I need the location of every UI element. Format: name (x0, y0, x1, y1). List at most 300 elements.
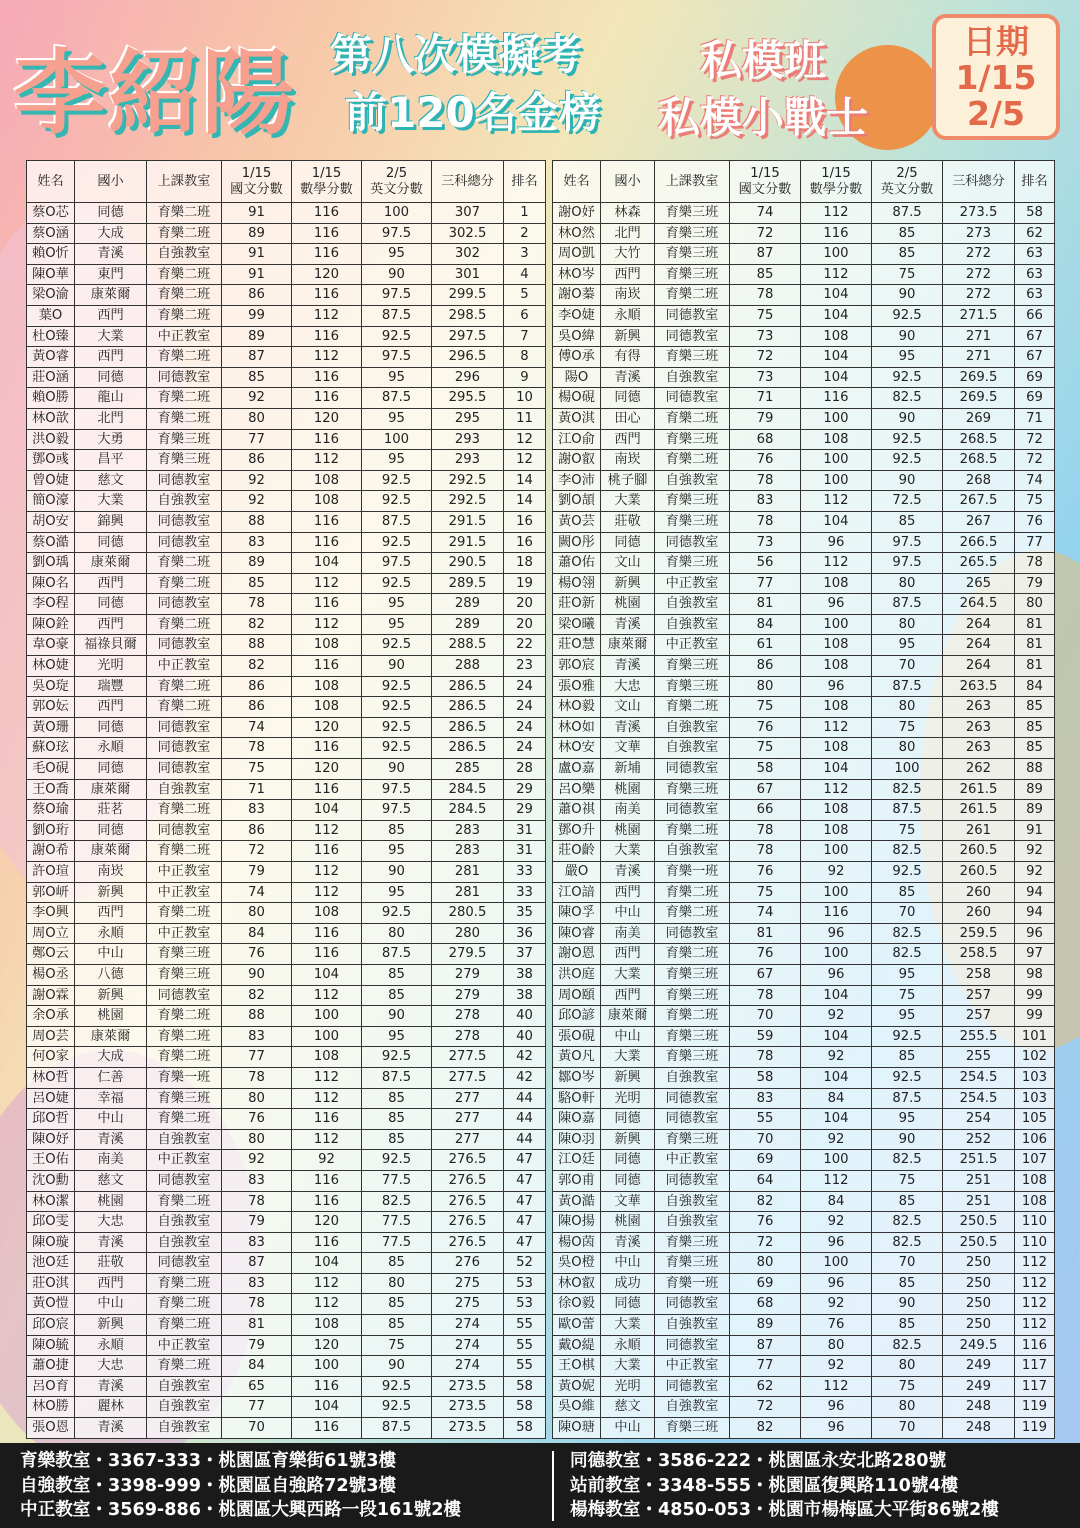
cell-math: 96 (801, 594, 872, 615)
cell-total: 250 (943, 1315, 1015, 1336)
table-row (27, 285, 546, 306)
cell-name: 陳O璇 (27, 1232, 75, 1253)
cell-total: 273.5 (432, 1418, 504, 1439)
cell-math: 120 (292, 408, 362, 429)
cell-total: 254.5 (943, 1088, 1015, 1109)
cell-name: 鄒O岑 (553, 1067, 601, 1088)
cell-total: 251 (943, 1170, 1015, 1191)
cell-rank: 10 (504, 388, 546, 409)
cell-classroom: 育樂一班 (655, 1273, 730, 1294)
date-box (932, 14, 1060, 140)
cell-chinese: 92 (222, 470, 292, 491)
cell-name: 陳O孚 (553, 903, 601, 924)
cell-total: 261 (943, 820, 1015, 841)
cell-total: 286.5 (432, 717, 504, 738)
cell-total: 302.5 (432, 223, 504, 244)
cell-math: 96 (801, 923, 872, 944)
cell-school: 成功 (601, 1273, 655, 1294)
table-row (553, 1088, 1055, 1109)
cell-classroom: 育樂二班 (147, 903, 222, 924)
cell-total: 284.5 (432, 800, 504, 821)
cell-classroom: 育樂三班 (655, 1232, 730, 1253)
cell-school: 西門 (75, 347, 147, 368)
cell-total: 276 (432, 1253, 504, 1274)
cell-total: 268.5 (943, 450, 1015, 471)
cell-total: 258.5 (943, 944, 1015, 965)
column-header-chinese: 1/15 國文分數 (730, 161, 801, 203)
cell-rank: 40 (504, 1026, 546, 1047)
cell-total: 264 (943, 635, 1015, 656)
cell-english: 92.5 (362, 676, 432, 697)
cell-total: 274 (432, 1315, 504, 1336)
cell-total: 295.5 (432, 388, 504, 409)
cell-school: 文華 (601, 1191, 655, 1212)
cell-math: 116 (292, 1418, 362, 1439)
cell-school: 中山 (75, 944, 147, 965)
cell-english: 87.5 (872, 676, 943, 697)
cell-english: 82.5 (872, 841, 943, 862)
cell-math: 108 (801, 635, 872, 656)
cell-chinese: 83 (222, 1026, 292, 1047)
cell-chinese: 71 (222, 779, 292, 800)
cell-total: 286.5 (432, 676, 504, 697)
cell-name: 謝O叡 (553, 450, 601, 471)
cell-chinese: 87 (222, 1253, 292, 1274)
cell-english: 90 (872, 408, 943, 429)
cell-classroom: 育樂二班 (147, 1047, 222, 1068)
cell-rank: 88 (1015, 759, 1055, 780)
cell-name: 蕭O祺 (553, 800, 601, 821)
cell-total: 307 (432, 203, 504, 224)
cell-school: 西門 (75, 305, 147, 326)
cell-school: 莊茗 (75, 800, 147, 821)
cell-math: 112 (292, 985, 362, 1006)
cell-total: 249 (943, 1356, 1015, 1377)
cell-math: 104 (292, 553, 362, 574)
cell-english: 92.5 (362, 573, 432, 594)
cell-math: 80 (801, 1335, 872, 1356)
cell-chinese: 81 (222, 1315, 292, 1336)
cell-name: 黃O睿 (27, 347, 75, 368)
cell-english: 75 (872, 820, 943, 841)
table-row (27, 1067, 546, 1088)
cell-school: 南美 (601, 800, 655, 821)
table-row (553, 1376, 1055, 1397)
cell-math: 112 (801, 264, 872, 285)
cell-rank: 96 (1015, 923, 1055, 944)
table-row (553, 511, 1055, 532)
cell-name: 林O叡 (553, 1273, 601, 1294)
cell-math: 116 (292, 944, 362, 965)
cell-school: 桃園 (75, 1191, 147, 1212)
table-row (27, 1170, 546, 1191)
cell-total: 290.5 (432, 553, 504, 574)
column-header-chinese: 1/15 國文分數 (222, 161, 292, 203)
table-row (27, 1335, 546, 1356)
table-row (27, 717, 546, 738)
cell-chinese: 86 (222, 285, 292, 306)
cell-chinese: 72 (222, 841, 292, 862)
cell-total: 254 (943, 1109, 1015, 1130)
cell-name: 邱O宸 (27, 1315, 75, 1336)
table-row (27, 594, 546, 615)
poster-header (0, 0, 1080, 150)
cell-chinese: 78 (730, 841, 801, 862)
cell-english: 92.5 (362, 491, 432, 512)
cell-total: 276.5 (432, 1170, 504, 1191)
cell-rank: 33 (504, 882, 546, 903)
cell-name: 池O廷 (27, 1253, 75, 1274)
cell-name: 謝O希 (27, 841, 75, 862)
cell-total: 248 (943, 1397, 1015, 1418)
cell-rank: 67 (1015, 347, 1055, 368)
cell-math: 120 (292, 264, 362, 285)
cell-school: 大業 (601, 1047, 655, 1068)
cell-english: 97.5 (872, 553, 943, 574)
cell-classroom: 自強教室 (655, 717, 730, 738)
table-row (553, 285, 1055, 306)
cell-school: 康萊爾 (75, 285, 147, 306)
cell-chinese: 87 (730, 244, 801, 265)
cell-classroom: 中正教室 (655, 1356, 730, 1377)
cell-classroom: 中正教室 (147, 326, 222, 347)
cell-name: 陳O睿 (553, 923, 601, 944)
cell-total: 267.5 (943, 491, 1015, 512)
cell-chinese: 76 (730, 1212, 801, 1233)
cell-math: 108 (292, 491, 362, 512)
table-row (27, 1273, 546, 1294)
cell-english: 72.5 (872, 491, 943, 512)
cell-chinese: 86 (222, 676, 292, 697)
table-row (27, 347, 546, 368)
cell-chinese: 74 (222, 882, 292, 903)
cell-rank: 29 (504, 800, 546, 821)
cell-school: 慈文 (601, 1397, 655, 1418)
cell-name: 林O哲 (27, 1067, 75, 1088)
table-row (553, 738, 1055, 759)
cell-total: 298.5 (432, 305, 504, 326)
cell-english: 82.5 (872, 1232, 943, 1253)
class-subtitle: 私模小戰士 (658, 93, 869, 142)
cell-rank: 35 (504, 903, 546, 924)
cell-rank: 47 (504, 1150, 546, 1171)
cell-classroom: 育樂二班 (147, 800, 222, 821)
cell-rank: 92 (1015, 862, 1055, 883)
table-row (27, 738, 546, 759)
cell-chinese: 79 (222, 862, 292, 883)
cell-name: 葉O (27, 305, 75, 326)
cell-chinese: 89 (222, 326, 292, 347)
cell-name: 李O婕 (553, 305, 601, 326)
cell-rank: 75 (1015, 491, 1055, 512)
cell-rank: 63 (1015, 264, 1055, 285)
cell-name: 林O婕 (27, 656, 75, 677)
cell-rank: 16 (504, 511, 546, 532)
cell-name: 杜O臻 (27, 326, 75, 347)
cell-chinese: 78 (730, 470, 801, 491)
cell-english: 100 (872, 759, 943, 780)
cell-school: 瑞豐 (75, 676, 147, 697)
cell-math: 116 (292, 326, 362, 347)
cell-name: 林O岑 (553, 264, 601, 285)
cell-math: 120 (292, 1335, 362, 1356)
cell-rank: 16 (504, 532, 546, 553)
cell-math: 112 (292, 614, 362, 635)
cell-math: 116 (292, 779, 362, 800)
cell-classroom: 自強教室 (655, 738, 730, 759)
table-row (553, 1191, 1055, 1212)
cell-chinese: 59 (730, 1026, 801, 1047)
cell-total: 289 (432, 594, 504, 615)
cell-name: 江O俞 (553, 429, 601, 450)
cell-chinese: 76 (222, 944, 292, 965)
cell-math: 100 (801, 408, 872, 429)
cell-total: 286.5 (432, 697, 504, 718)
cell-math: 108 (801, 697, 872, 718)
cell-chinese: 71 (730, 388, 801, 409)
table-row (27, 656, 546, 677)
cell-rank: 117 (1015, 1356, 1055, 1377)
cell-rank: 69 (1015, 388, 1055, 409)
cell-classroom: 自強教室 (147, 1397, 222, 1418)
table-row (553, 656, 1055, 677)
cell-rank: 62 (1015, 223, 1055, 244)
cell-math: 104 (801, 511, 872, 532)
cell-english: 85 (872, 1273, 943, 1294)
cell-total: 272 (943, 244, 1015, 265)
cell-classroom: 同德教室 (655, 1109, 730, 1130)
cell-total: 257 (943, 1006, 1015, 1027)
cell-school: 青溪 (75, 1232, 147, 1253)
cell-school: 大業 (75, 326, 147, 347)
cell-school: 新興 (601, 1067, 655, 1088)
table-row (553, 1273, 1055, 1294)
cell-total: 292.5 (432, 491, 504, 512)
cell-english: 77.5 (362, 1212, 432, 1233)
cell-chinese: 83 (222, 1170, 292, 1191)
cell-math: 104 (801, 1067, 872, 1088)
cell-total: 265 (943, 573, 1015, 594)
cell-english: 95 (362, 450, 432, 471)
cell-chinese: 78 (730, 985, 801, 1006)
cell-classroom: 育樂三班 (655, 1129, 730, 1150)
cell-name: 陳O羽 (553, 1129, 601, 1150)
table-row (27, 573, 546, 594)
cell-chinese: 87 (730, 1335, 801, 1356)
cell-name: 鄭O云 (27, 944, 75, 965)
cell-total: 295 (432, 408, 504, 429)
cell-rank: 76 (1015, 511, 1055, 532)
cell-name: 莊O齡 (553, 841, 601, 862)
cell-chinese: 72 (730, 223, 801, 244)
cell-chinese: 78 (222, 1191, 292, 1212)
cell-math: 92 (801, 1047, 872, 1068)
teacher-name: 李紹陽 (14, 39, 297, 147)
cell-rank: 66 (1015, 305, 1055, 326)
cell-english: 97.5 (362, 347, 432, 368)
cell-school: 永順 (601, 305, 655, 326)
cell-math: 116 (292, 244, 362, 265)
cell-classroom: 育樂二班 (147, 676, 222, 697)
cell-math: 100 (801, 450, 872, 471)
cell-chinese: 86 (730, 656, 801, 677)
cell-school: 青溪 (75, 244, 147, 265)
cell-rank: 31 (504, 820, 546, 841)
cell-chinese: 82 (222, 656, 292, 677)
cell-rank: 99 (1015, 985, 1055, 1006)
cell-classroom: 自強教室 (655, 841, 730, 862)
cell-chinese: 88 (222, 635, 292, 656)
cell-rank: 14 (504, 470, 546, 491)
cell-classroom: 同德教室 (147, 1170, 222, 1191)
cell-english: 80 (362, 923, 432, 944)
cell-total: 299.5 (432, 285, 504, 306)
cell-rank: 71 (1015, 408, 1055, 429)
cell-total: 269 (943, 408, 1015, 429)
cell-classroom: 育樂二班 (655, 882, 730, 903)
cell-math: 104 (801, 305, 872, 326)
cell-name: 梁O渝 (27, 285, 75, 306)
cell-name: 林O歆 (27, 408, 75, 429)
cell-classroom: 育樂三班 (655, 656, 730, 677)
cell-school: 新興 (75, 1315, 147, 1336)
cell-english: 70 (872, 1418, 943, 1439)
cell-math: 96 (801, 1232, 872, 1253)
cell-chinese: 62 (730, 1376, 801, 1397)
cell-rank: 8 (504, 347, 546, 368)
table-row (27, 944, 546, 965)
cell-math: 116 (292, 841, 362, 862)
cell-chinese: 78 (222, 594, 292, 615)
table-row (27, 1356, 546, 1377)
cell-math: 116 (292, 923, 362, 944)
column-header-math: 1/15 數學分數 (292, 161, 362, 203)
cell-rank: 112 (1015, 1273, 1055, 1294)
cell-rank: 63 (1015, 244, 1055, 265)
cell-name: 蔡O瑜 (27, 800, 75, 821)
cell-name: 黃O凡 (553, 1047, 601, 1068)
cell-school: 幸福 (75, 1088, 147, 1109)
table-row (553, 841, 1055, 862)
cell-school: 同德 (75, 203, 147, 224)
cell-classroom: 育樂二班 (655, 944, 730, 965)
cell-english: 97.5 (872, 532, 943, 553)
cell-english: 75 (872, 717, 943, 738)
cell-rank: 12 (504, 450, 546, 471)
cell-chinese: 83 (222, 800, 292, 821)
cell-english: 97.5 (362, 779, 432, 800)
cell-school: 同德 (75, 820, 147, 841)
cell-rank: 112 (1015, 1253, 1055, 1274)
cell-math: 104 (292, 800, 362, 821)
table-row (27, 367, 546, 388)
cell-chinese: 83 (222, 1232, 292, 1253)
cell-math: 116 (292, 367, 362, 388)
cell-english: 92.5 (872, 1067, 943, 1088)
cell-english: 92.5 (872, 429, 943, 450)
classroom-info: 育樂教室・3367-333・桃園區育樂街61號3樓 (20, 1451, 397, 1471)
cell-chinese: 69 (730, 1273, 801, 1294)
cell-classroom: 同德教室 (147, 532, 222, 553)
cell-classroom: 育樂二班 (655, 450, 730, 471)
cell-rank: 3 (504, 244, 546, 265)
cell-rank: 24 (504, 738, 546, 759)
cell-math: 96 (801, 1397, 872, 1418)
cell-english: 92.5 (362, 717, 432, 738)
cell-chinese: 86 (222, 450, 292, 471)
cell-total: 263 (943, 697, 1015, 718)
cell-school: 桃園 (601, 820, 655, 841)
cell-name: 蔡O澔 (27, 532, 75, 553)
cell-classroom: 育樂一班 (655, 862, 730, 883)
cell-rank: 84 (1015, 676, 1055, 697)
cell-english: 95 (362, 882, 432, 903)
cell-math: 104 (801, 985, 872, 1006)
cell-math: 108 (801, 656, 872, 677)
cell-english: 92.5 (362, 1376, 432, 1397)
cell-english: 95 (872, 635, 943, 656)
cell-classroom: 自強教室 (147, 244, 222, 265)
cell-chinese: 79 (222, 1212, 292, 1233)
cell-english: 92.5 (872, 862, 943, 883)
cell-school: 康萊爾 (75, 779, 147, 800)
cell-chinese: 83 (222, 532, 292, 553)
cell-math: 112 (292, 305, 362, 326)
table-row (27, 697, 546, 718)
table-row (27, 450, 546, 471)
cell-name: 謝O妤 (553, 203, 601, 224)
cell-school: 永順 (75, 738, 147, 759)
cell-math: 112 (801, 779, 872, 800)
cell-math: 84 (801, 1191, 872, 1212)
cell-math: 116 (292, 1109, 362, 1130)
table-row (553, 491, 1055, 512)
cell-school: 福祿貝爾 (75, 635, 147, 656)
cell-rank: 47 (504, 1191, 546, 1212)
cell-rank: 11 (504, 408, 546, 429)
cell-chinese: 91 (222, 244, 292, 265)
cell-rank: 42 (504, 1047, 546, 1068)
cell-math: 96 (801, 1418, 872, 1439)
cell-math: 108 (801, 738, 872, 759)
cell-school: 西門 (75, 903, 147, 924)
cell-english: 87.5 (362, 388, 432, 409)
cell-total: 273.5 (432, 1397, 504, 1418)
table-row (27, 923, 546, 944)
cell-english: 80 (872, 1397, 943, 1418)
column-header-school: 國小 (601, 161, 655, 203)
cell-school: 大成 (75, 1047, 147, 1068)
cell-math: 112 (292, 820, 362, 841)
cell-classroom: 自強教室 (655, 614, 730, 635)
cell-name: 周O頤 (553, 985, 601, 1006)
cell-chinese: 61 (730, 635, 801, 656)
cell-rank: 108 (1015, 1191, 1055, 1212)
cell-english: 85 (362, 985, 432, 1006)
cell-school: 新興 (75, 882, 147, 903)
cell-classroom: 中正教室 (147, 923, 222, 944)
cell-school: 青溪 (601, 367, 655, 388)
cell-name: 李O沛 (553, 470, 601, 491)
cell-school: 南美 (601, 923, 655, 944)
cell-school: 莊敬 (75, 1253, 147, 1274)
cell-rank: 63 (1015, 285, 1055, 306)
cell-classroom: 同德教室 (147, 738, 222, 759)
cell-classroom: 育樂二班 (147, 1356, 222, 1377)
cell-rank: 85 (1015, 697, 1055, 718)
cell-school: 同德 (601, 1294, 655, 1315)
cell-math: 112 (292, 1273, 362, 1294)
